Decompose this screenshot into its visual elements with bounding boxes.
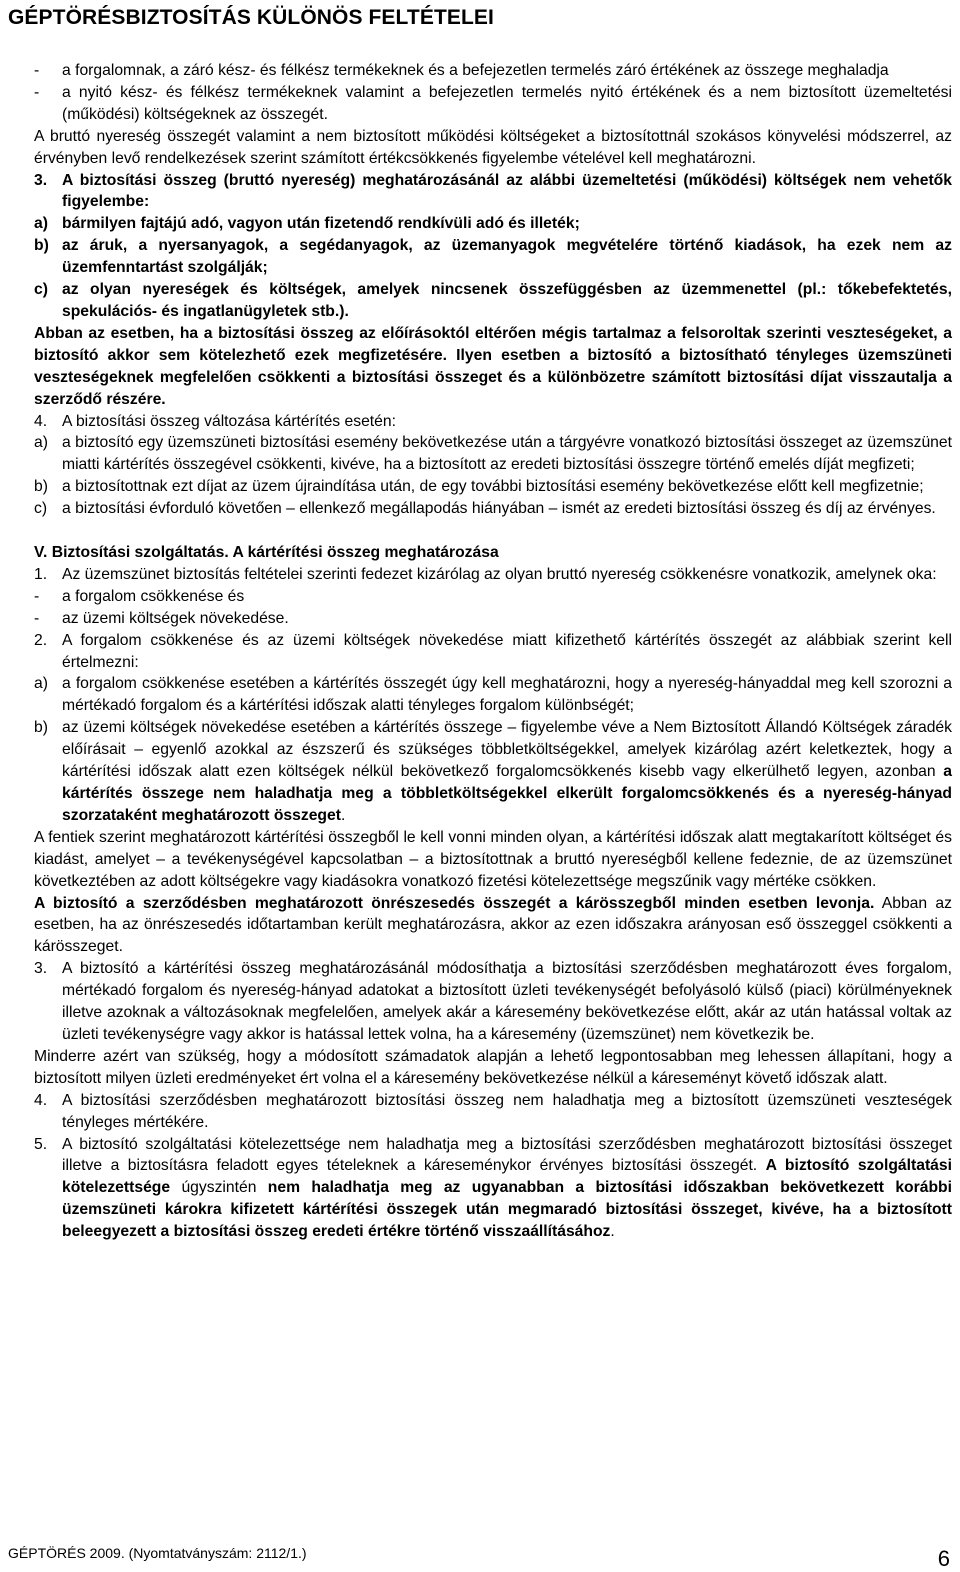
dash-marker: - [34, 609, 40, 627]
sub-item-a [34, 432, 952, 476]
sub-item-b [34, 476, 952, 498]
item-number: 4. [34, 1091, 48, 1109]
sub-item-a [34, 673, 952, 717]
text-run: . [340, 806, 346, 824]
page-number: 6 [937, 1546, 950, 1571]
text-run: . [610, 1223, 615, 1241]
paragraph: A biztosítási összeg változása kártérítés esetén: [62, 412, 396, 430]
paragraph: Az üzemszünet biztosítás feltételei szerinti fedezet kizárólag az olyan bruttó nyereség csökkenésre vonatkozik, amelynek oka: [62, 565, 937, 583]
dash-marker: - [34, 587, 40, 605]
paragraph-brutto: A bruttó nyereség összegét valamint a nem biztosított működési költségeket a biztosítottnál szokásos könyvelési módszerrel, az érvényben levő rendelkezések szerint számított értékcsökkenés figyelembe vételével kell meghatározni. [34, 127, 952, 167]
paragraph: a biztosítási évforduló követően – ellenkező megállapodás hiányában – ismét az eredeti biztosítási összeg és díj az érvényes. [62, 500, 936, 518]
bold-run: a kártérítés összege nem haladhatja meg a többletköltségekkel elkerült forgalomcsökkenés és a nyereség-hányad szorzataként meghatározott összeget [62, 763, 952, 824]
paragraph-onreszesedes [34, 893, 952, 959]
paragraph-fentiek: A fentiek szerint meghatározott kártérítési összegből le kell vonni minden olyan, a kártérítési időszak alatt megtakarított költséget és kiadást, amelyet – a tevékenységével kapcsolatban – a biztosítottnak a bruttó nyereségből kellene fedeznie, de az üzemszünet következtében az adott költségekre vagy kiadásokra vonatkozó fizetési kötelezettsége megszűnik vagy mértéke csökken. [34, 828, 952, 890]
paragraph: A biztosítási szerződésben meghatározott biztosítási összeg nem haladhatja meg a biztosított üzemszüneti veszteségek tényleges mértékére. [62, 1091, 952, 1131]
item-number: 3. [34, 960, 48, 978]
paragraph: a nyitó kész- és félkész termékeknek valamint a befejezetlen termelés nyitó értékének és a nem biztosított üzemeltetési (működési) költségeknek az összegét. [62, 83, 952, 123]
numbered-item-3 [34, 958, 952, 1046]
sub-item-c [34, 279, 952, 323]
paragraph: a forgalom csökkenése esetében a kártérítés összegét úgy kell meghatározni, hogy a nyereség-hányaddal meg kell szorozni a mértékadó forgalom és a kártérítési időszak alatti tényleges forgalom különbségét; [62, 675, 952, 715]
paragraph-minderre: Minderre azért van szükség, hogy a módosított számadatok alapján a lehető legpontosabban meg lehessen állapítani, hogy a biztosított milyen üzleti eredményeket ért volna el a káresemény bekövetkezése nélkül a káreseményt követő időszak alatt. [34, 1047, 952, 1087]
list-item [34, 586, 952, 608]
item-label: a) [34, 215, 48, 233]
text-run: A biztosító szolgáltatási kötelezettsége nem haladhatja meg a biztosítási szerződésben meghatározott biztosítási összeget illetve a biztosításra feladott egyes tételeknek a káreseménykor érvényes biztosítási összegét. [62, 1135, 952, 1175]
item-number: 2. [34, 631, 48, 649]
text-run: úgyszintén [170, 1179, 268, 1197]
text-run: Abban az esetben, ha az önrészesedés időtartamban került meghatározásra, akkor az ezen időszakra arányosan eső összeggel csökkenti a kárösszeget. [34, 894, 952, 956]
paragraph: az áruk, a nyersanyagok, a segédanyagok, az üzemanyagok megvételére történő kiadások, ha ezek nem az üzemfenntartást szolgálják; [62, 237, 952, 277]
numbered-item-2 [34, 630, 952, 674]
item-number: 5. [34, 1135, 48, 1153]
bold-run: A biztosító a szerződésben meghatározott önrészesedés összegét a kárösszegből minden esetben levonja. [34, 894, 875, 912]
list-item [34, 82, 952, 126]
list-item [34, 608, 952, 630]
item-label: b) [34, 237, 49, 255]
footer-form-number: GÉPTÖRÉS 2009. (Nyomtatványszám: 2112/1.) [8, 1545, 307, 1561]
list-item [34, 60, 952, 82]
paragraph: a forgalom csökkenése és [62, 587, 245, 605]
item-label: b) [34, 478, 48, 496]
document-body [34, 60, 952, 1243]
paragraph [62, 717, 952, 827]
item-label: a) [34, 675, 48, 693]
bold-run: nem haladhatja meg az ugyanabban a biztosítási időszakban bekövetkezett korábbi üzemszüneti károkra kifizetett kártérítési összegek után megmaradó biztosítási összeget, kivéve, ha a biztosított beleegyezett a biztosítási összeg eredeti értékre történő visszaállításához [62, 1179, 952, 1241]
sub-item-a [34, 213, 952, 235]
numbered-item-3 [34, 170, 952, 214]
item-label: c) [34, 281, 48, 299]
item-label: a) [34, 434, 48, 452]
sub-item-c [34, 498, 952, 520]
numbered-item-4 [34, 411, 952, 433]
item-number: 3. [34, 171, 48, 189]
paragraph: A forgalom csökkenése és az üzemi költségek növekedése miatt kifizethető kártérítés összegét az alábbiak szerint kell értelmezni: [62, 631, 952, 671]
paragraph: a forgalomnak, a záró kész- és félkész termékeknek és a befejezetlen termelés záró értékének az összege meghaladja [62, 62, 889, 79]
sub-item-b [34, 717, 952, 827]
numbered-item-1 [34, 564, 952, 586]
bold-run: A biztosító szolgáltatási kötelezettsége [62, 1157, 952, 1197]
sub-item-b [34, 235, 952, 279]
section-heading: V. Biztosítási szolgáltatás. A kártérítési összeg meghatározása [34, 544, 499, 562]
dash-marker: - [34, 62, 40, 79]
paragraph-abban: Abban az esetben, ha a biztosítási összeg az előírásoktól eltérően mégis tartalmaz a felsoroltak szerinti veszteségeket, a biztosító akkor sem kötelezhető ezek megfizetésére. Ilyen esetben a biztosító a biztosítható tényleges üzemszüneti veszteségeknek megfelelően csökkenti a biztosítási összeget és a különbözetre számított biztosítási díjat visszautalja a szerződő részére. [34, 324, 952, 408]
paragraph [62, 1134, 952, 1244]
dash-marker: - [34, 83, 40, 101]
page-title: GÉPTÖRÉSBIZTOSÍTÁS KÜLÖNÖS FELTÉTELEI [8, 6, 494, 29]
paragraph: a biztosító egy üzemszüneti biztosítási esemény bekövetkezése után a tárgyévre vonatkozó biztosítási összeget az üzemszünet miatti kártérítés összegével csökkenti, kivéve, ha a biztosított az eredeti biztosítási összegre történő emelés díját megfizeti; [62, 434, 952, 474]
paragraph: az olyan nyereségek és költségek, amelyek nincsenek összefüggésben az üzemmenettel (pl.: tőkebefektetés, spekulációs- és ingatlanügyletek stb.). [62, 281, 952, 320]
paragraph: a biztosítottnak ezt díjat az üzem újraindítása után, de egy további biztosítási esemény bekövetkezése előtt kell megfizetnie; [62, 478, 924, 496]
item-number: 1. [34, 565, 48, 583]
numbered-item-5 [34, 1134, 952, 1244]
item-label: b) [34, 719, 48, 737]
paragraph: bármilyen fajtájú adó, vagyon után fizetendő rendkívüli adó és illeték; [62, 215, 580, 233]
numbered-item-4 [34, 1090, 952, 1134]
paragraph: A biztosító a kártérítési összeg meghatározásánál módosíthatja a biztosítási szerződésben meghatározott éves forgalom, mértékadó forgalom és nyereség-hányad adatokat a biztosított üzleti tevékenységét befolyásoló külső (piaci) körülményeknek illetve azoknak a változásoknak megfelelően, amelyek akár a káresemény bekövetkezése előtt, akár az után hatással voltak az üzleti tevékenységre vagy akkor is hatással lettek volna, ha a káresemény (üzemszünet) nem következik be. [62, 960, 952, 1043]
text-run: az üzemi költségek növekedése esetében a kártérítés összege – figyelembe véve a Nem Biztosított Állandó Költségek záradék előírásait – egyenlő azokkal az észszerű és szükséges többletköltségekkel, amelyek kizárólag azért keletkeztek, hogy a kártérítési időszak alatt ezen költségek nélkül bekövetkező forgalomcsökkenés kisebb vagy elkerülhető legyen, azonban [62, 719, 952, 781]
item-label: c) [34, 500, 48, 518]
item-number: 4. [34, 412, 48, 430]
paragraph: A biztosítási összeg (bruttó nyereség) meghatározásánál az alábbi üzemeltetési (működési) költségek nem vehetők figyelembe: [62, 171, 952, 211]
paragraph: az üzemi költségek növekedése. [62, 609, 289, 627]
spacer [34, 520, 952, 542]
